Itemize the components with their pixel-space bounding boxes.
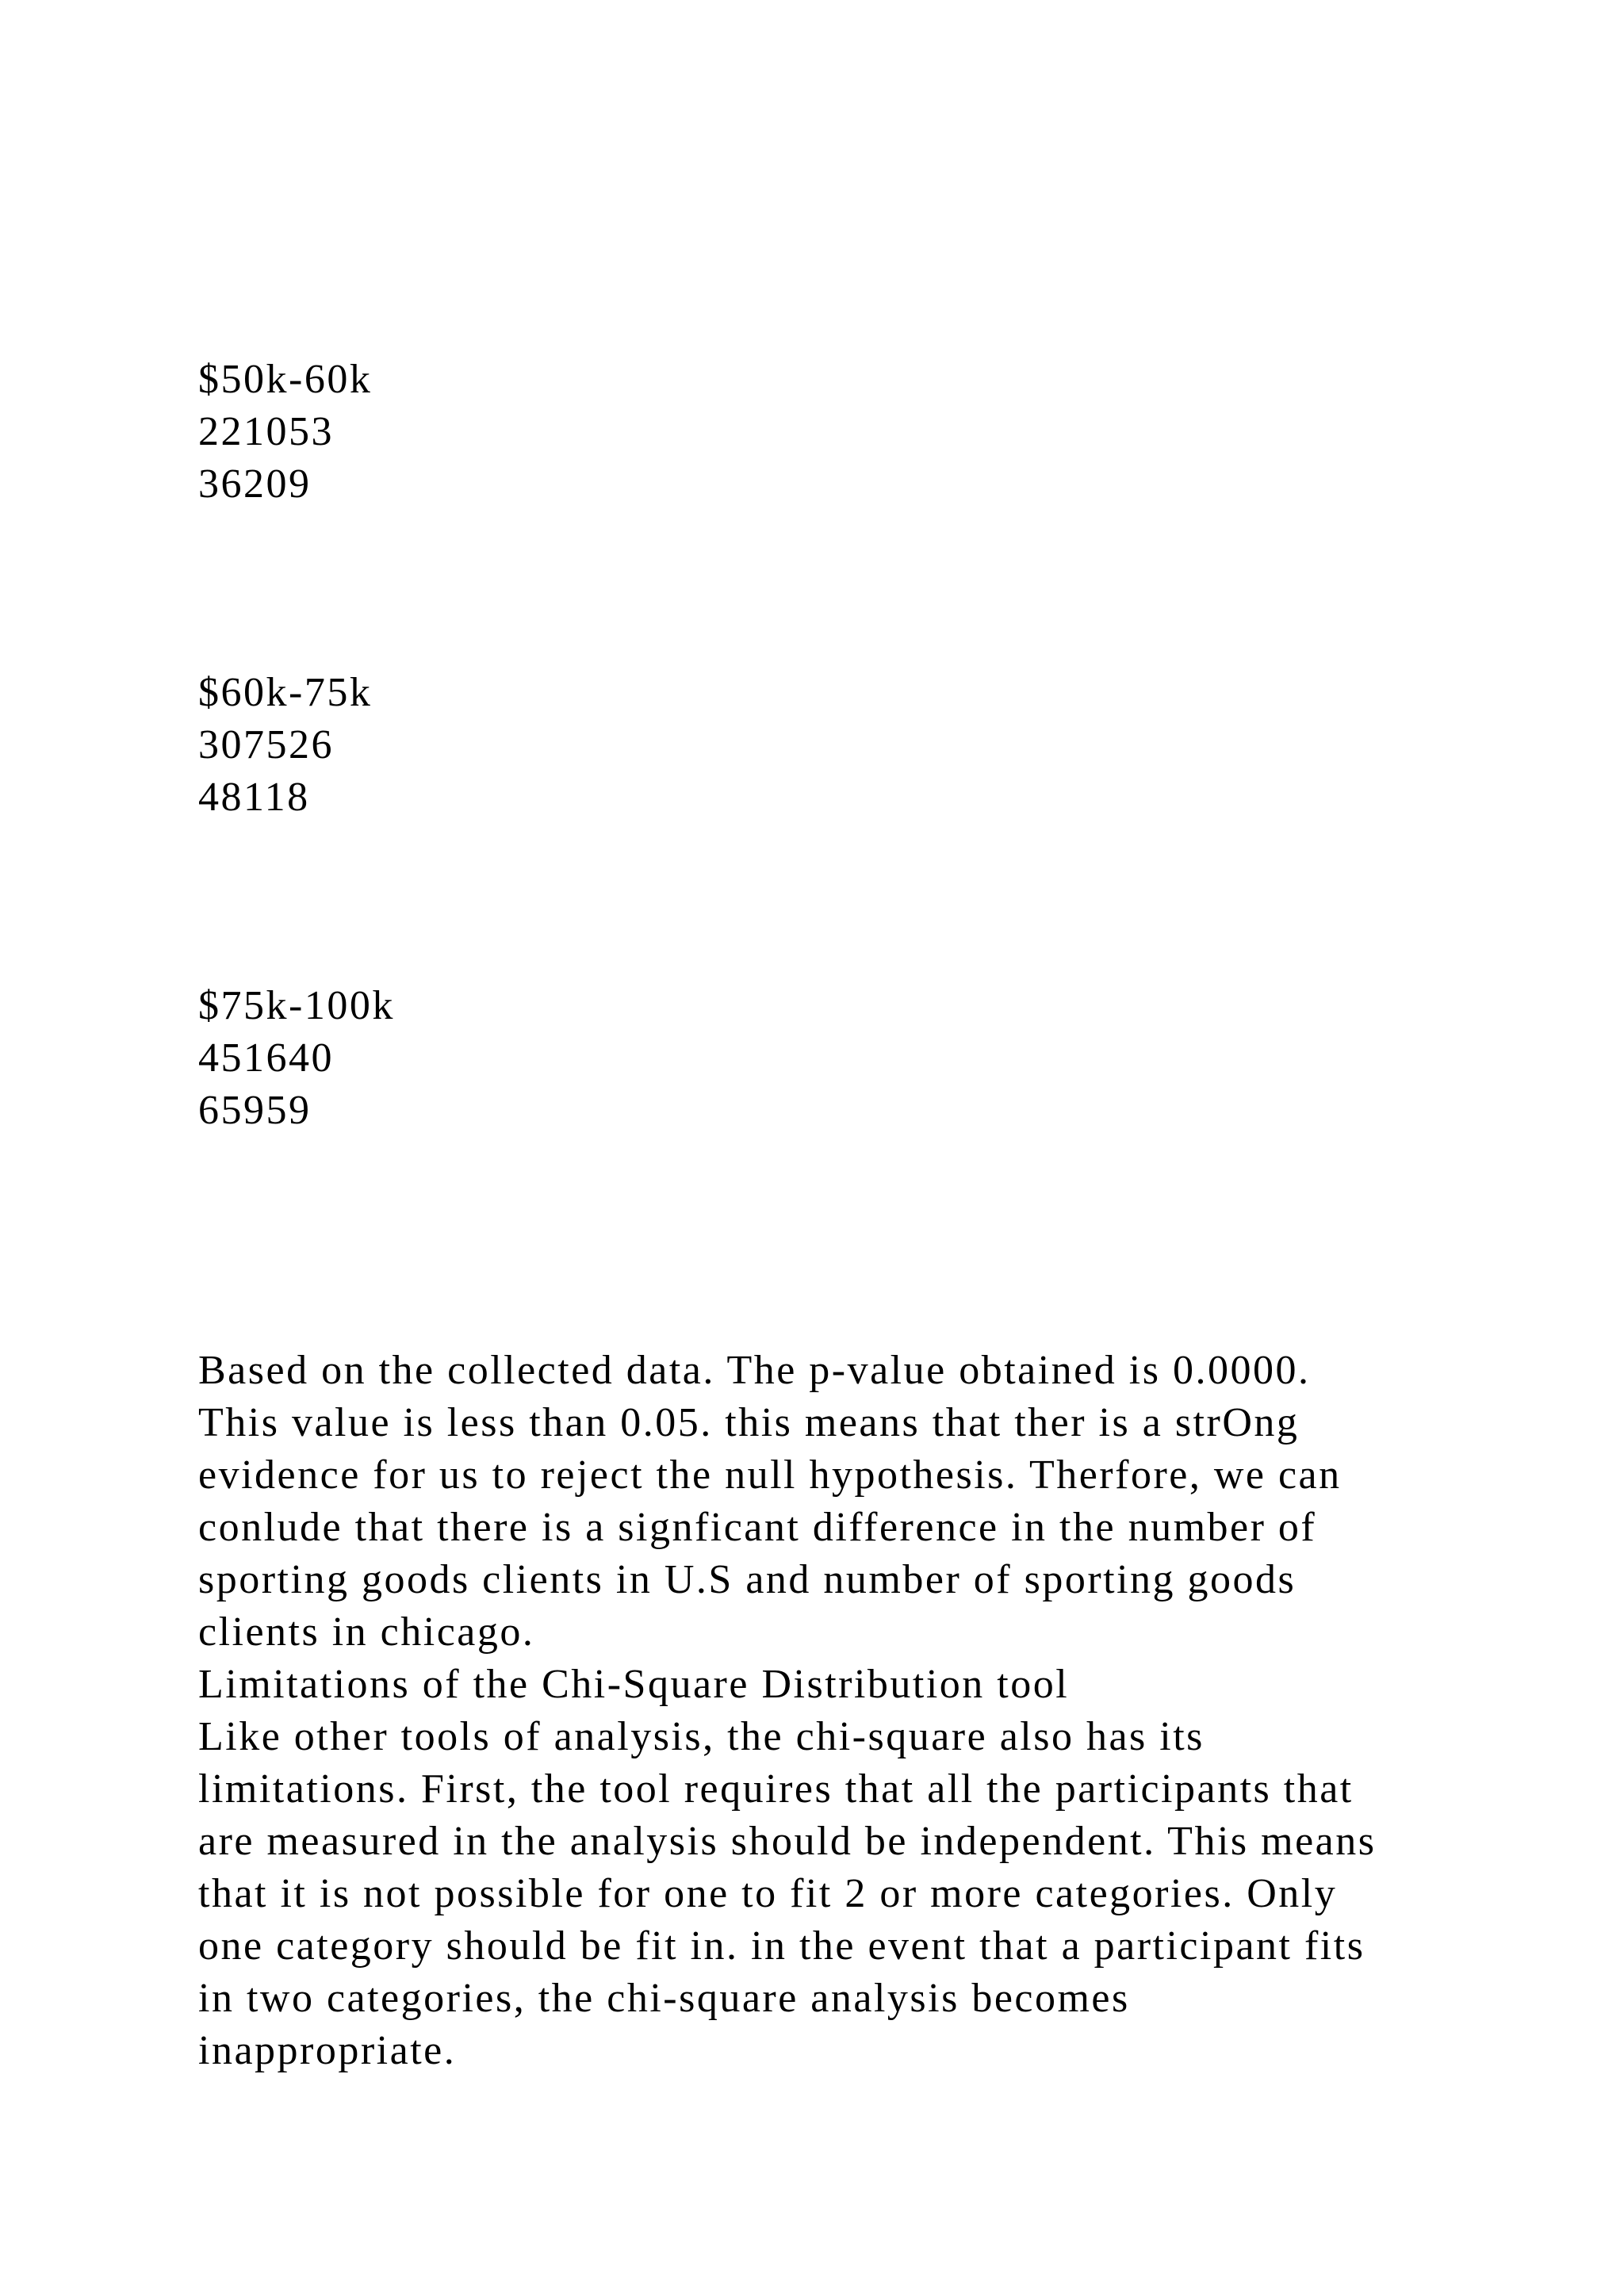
paragraph-line: that it is not possible for one to fit 2 or more categories. Only [198, 1871, 1338, 1916]
income-value-b: 48118 [198, 775, 310, 820]
paragraph-line: This value is less than 0.05. this means that ther is a strOng [198, 1400, 1300, 1445]
paragraph-line: one category should be fit in. in the event that a participant fits [198, 1923, 1365, 1969]
paragraph-line: conlude that there is a signficant difference in the number of [198, 1505, 1317, 1550]
income-value-b: 36209 [198, 461, 312, 507]
paragraph-line: evidence for us to reject the null hypothesis. Therfore, we can [198, 1452, 1342, 1498]
income-range-label: $50k-60k [198, 357, 373, 402]
income-value-a: 307526 [198, 722, 334, 767]
section-heading: Limitations of the Chi-Square Distribution tool [198, 1662, 1070, 1707]
income-value-b: 65959 [198, 1088, 312, 1133]
paragraph-line: clients in chicago. [198, 1609, 535, 1655]
paragraph-line: limitations. First, the tool requires that all the participants that [198, 1766, 1354, 1812]
income-value-a: 221053 [198, 409, 334, 454]
income-range-label: $75k-100k [198, 983, 395, 1028]
income-value-a: 451640 [198, 1035, 334, 1081]
paragraph-line: are measured in the analysis should be independent. This means [198, 1819, 1377, 1864]
paragraph-line: inappropriate. [198, 2028, 457, 2073]
income-range-label: $60k-75k [198, 670, 373, 715]
paragraph-line: Like other tools of analysis, the chi-square also has its [198, 1714, 1205, 1759]
paragraph-line: sporting goods clients in U.S and number of sporting goods [198, 1557, 1297, 1602]
paragraph-line: Based on the collected data. The p-value obtained is 0.0000. [198, 1348, 1311, 1393]
paragraph-line: in two categories, the chi-square analysis becomes [198, 1976, 1130, 2021]
